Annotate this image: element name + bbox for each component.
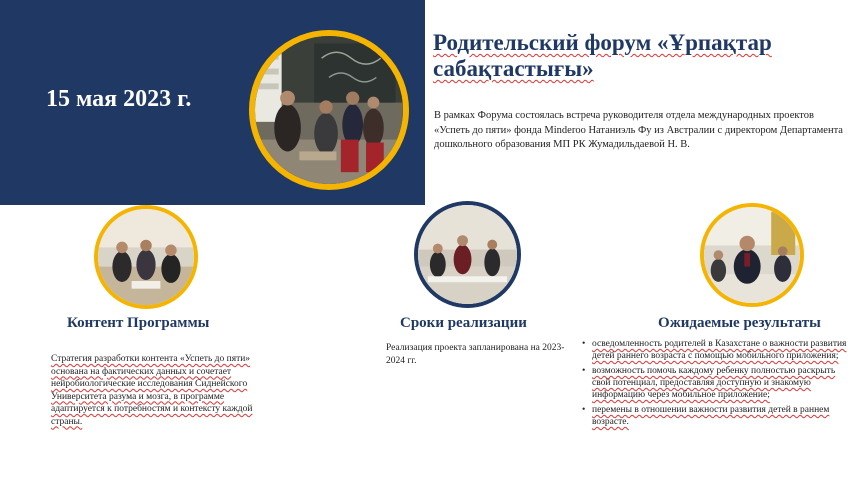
forum-photo-main (249, 30, 409, 190)
results-item-1: осведомленность родителей в Казахстане о важности развития детей раннего возраста с помощью мобильного приложения; (592, 339, 847, 361)
results-list (582, 338, 854, 431)
timeline-heading: Сроки реализации (400, 315, 527, 331)
content-heading: Контент Программы (67, 315, 210, 331)
results-heading: Ожидаемые результаты (658, 315, 821, 331)
timeline-text: Реализация проекта запланирована на 2023-2024 гг. (386, 343, 565, 366)
results-item-2: возможность помочь каждому ребенку полностью раскрыть свой потенциал, предоставляя доступную и знакомую информацию через мобильное приложение; (592, 366, 836, 400)
results-photo (700, 203, 804, 307)
forum-title (433, 30, 843, 82)
content-photo (94, 205, 198, 309)
forum-intro-text: В рамках Форума состоялась встреча руководителя отдела международных проектов «Успеть до пяти» фонда Minderoo Натаниэль Фу из Австралии с директором Департамента дошкольного образования МП РК Жумадильдаевой Н. В. (434, 110, 843, 150)
list-item (582, 404, 854, 428)
list-item (582, 338, 854, 362)
results-item-3: перемены в отношении важности развития детей в раннем возрасте. (592, 405, 830, 427)
list-item (582, 365, 854, 401)
event-date: 15 мая 2023 г. (46, 86, 192, 112)
forum-title-text: Родительский форум «Ұрпақтар сабақтастығы» (433, 30, 772, 81)
content-text (51, 353, 261, 428)
content-text-body: Стратегия разработки контента «Успеть до пяти» основана на фактических данных и сочетает нейробиологические исследования Сиднейского Университета разума и мозга, в программе адаптируется к потребностям и контексту каждой страны. (51, 354, 253, 427)
timeline-photo (414, 201, 521, 308)
